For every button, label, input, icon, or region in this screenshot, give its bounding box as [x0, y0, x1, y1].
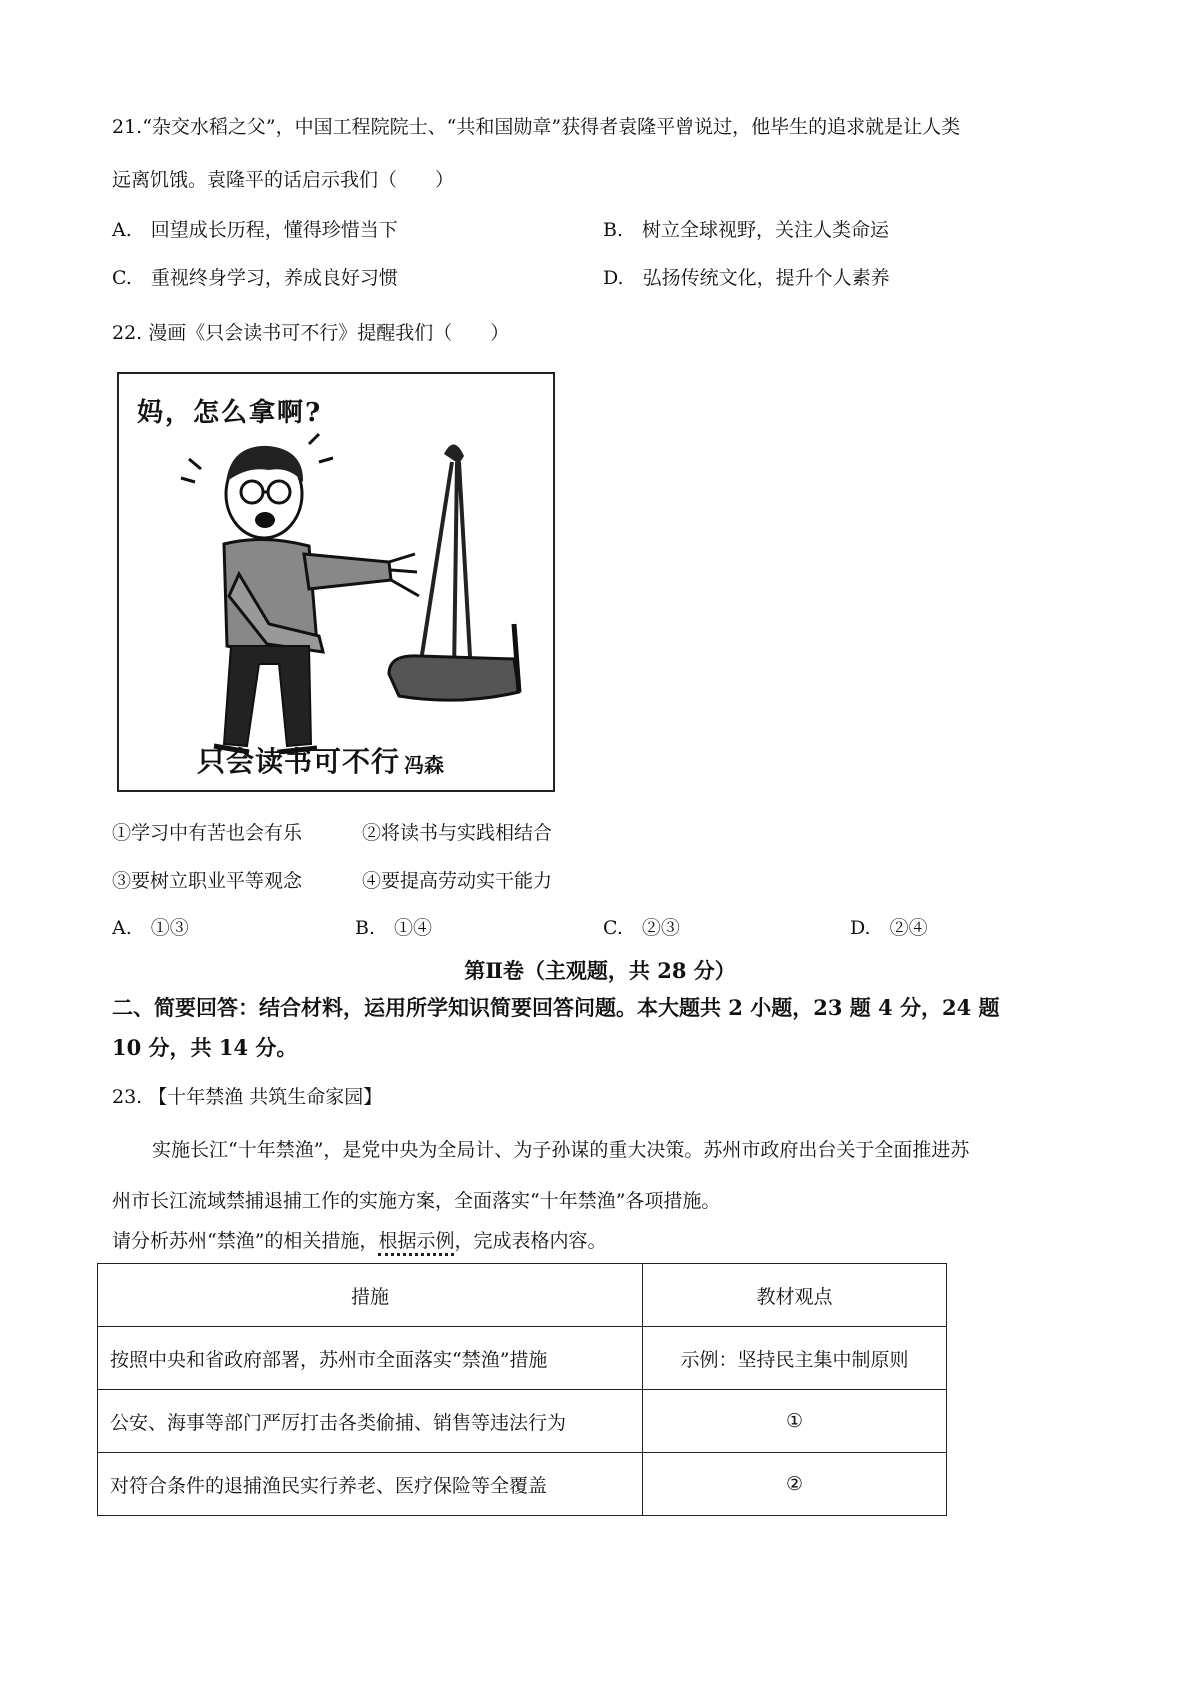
q21-option-a: A. 回望成长历程，懂得珍惜当下	[112, 219, 398, 241]
q22-option-c: C. ②③	[603, 917, 680, 939]
cartoon-speech-bubble: 妈，怎么拿啊?	[137, 398, 323, 428]
table-header-measures: 措施	[98, 1264, 643, 1327]
q23-instruction-pre: 请分析苏州“禁渔”的相关措施，	[112, 1230, 379, 1252]
table-cell-answer-2[interactable]: ②	[643, 1453, 947, 1516]
q23-paragraph-line2: 州市长江流域禁捕退捕工作的实施方案，全面落实“十年禁渔”各项措施。	[112, 1190, 721, 1212]
q22-stem: 22. 漫画《只会读书可不行》提醒我们（ ）	[112, 322, 510, 344]
section2-heading-line2: 10 分，共 14 分。	[112, 1035, 298, 1060]
q23-title: 23. 【十年禁渔 共筑生命家园】	[112, 1086, 383, 1108]
q21-stem-line2: 远离饥饿。袁隆平的话启示我们（ ）	[112, 169, 455, 191]
q22-statement-1: ①学习中有苦也会有乐	[112, 822, 303, 844]
q22-statement-4: ④要提高劳动实干能力	[362, 870, 553, 892]
table-row	[98, 1327, 947, 1390]
cartoon-drawing	[119, 374, 553, 790]
q23-paragraph-line1: 实施长江“十年禁渔”，是党中央为全局计、为子孙谋的重大决策。苏州市政府出台关于全面推进苏	[152, 1139, 970, 1161]
table-cell-measure: 公安、海事等部门严厉打击各类偷捕、销售等违法行为	[98, 1390, 643, 1453]
table-cell-measure: 按照中央和省政府部署，苏州市全面落实“禁渔”措施	[98, 1327, 643, 1390]
table-row	[98, 1390, 947, 1453]
q22-statement-3: ③要树立职业平等观念	[112, 870, 303, 892]
q21-option-d: D. 弘扬传统文化，提升个人素养	[603, 267, 890, 289]
q21-option-b: B. 树立全球视野，关注人类命运	[603, 219, 890, 241]
table-cell-viewpoint: 示例：坚持民主集中制原则	[643, 1327, 947, 1390]
q22-option-d: D. ②④	[850, 917, 928, 939]
q22-option-b: B. ①④	[355, 917, 433, 939]
table-row	[98, 1453, 947, 1516]
q23-instruction	[112, 1226, 606, 1253]
table-cell-measure: 对符合条件的退捕渔民实行养老、医疗保险等全覆盖	[98, 1453, 643, 1516]
q22-statement-2: ②将读书与实践相结合	[362, 822, 553, 844]
q23-instruction-emphasis: 根据示例	[378, 1230, 454, 1256]
section2-heading-line1: 二、简要回答：结合材料，运用所学知识简要回答问题。本大题共 2 小题，23 题 4 分，24 题	[112, 995, 1000, 1020]
table-cell-answer-1[interactable]: ①	[643, 1390, 947, 1453]
table-header-row	[98, 1264, 947, 1327]
section2-title: 第Ⅱ卷（主观题，共 28 分）	[464, 958, 736, 983]
q22-option-a: A. ①③	[112, 917, 189, 939]
q21-option-c: C. 重视终身学习，养成良好习惯	[112, 267, 398, 289]
cartoon-image	[117, 372, 555, 792]
cartoon-title: 只会读书可不行	[197, 745, 401, 778]
cartoon-author: 冯森	[404, 753, 444, 777]
q23-instruction-post: ，完成表格内容。	[454, 1230, 607, 1252]
table-header-viewpoint: 教材观点	[643, 1264, 947, 1327]
q21-stem-line1: 21.“杂交水稻之父”，中国工程院院士、“共和国勋章”获得者袁隆平曾说过，他毕生的追求就是让人类	[112, 116, 961, 138]
measures-table	[97, 1263, 947, 1516]
